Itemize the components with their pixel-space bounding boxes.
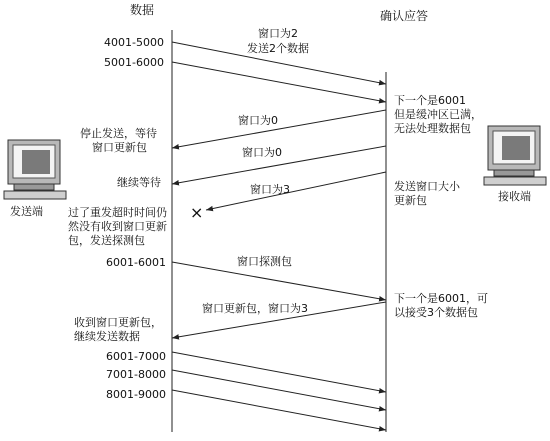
receiver-note-1-line-3: 无法处理数据包 xyxy=(394,122,471,135)
lost-marker: × xyxy=(190,203,204,222)
arrow-label-window-0-b: 窗口为0 xyxy=(242,146,282,159)
segment-label-5: 7001-8000 xyxy=(106,368,166,381)
segment-label-3: 6001-6001 xyxy=(106,256,166,269)
receiver-note-2-line-1: 发送窗口大小 xyxy=(394,180,460,193)
sender-note-3-line-2: 然没有收到窗口更新 xyxy=(68,220,167,233)
segment-label-1: 4001-5000 xyxy=(104,36,164,49)
segment-label-6: 8001-9000 xyxy=(106,388,166,401)
arrow-label-send-2: 发送2个数据 xyxy=(247,42,309,55)
data-arrow-4 xyxy=(172,352,386,392)
receiver-note-3-line-1: 下一个是6001，可 xyxy=(394,292,488,305)
sender-note-1-line-2: 窗口更新包 xyxy=(92,141,147,154)
sender-note-1-line-1: 停止发送，等待 xyxy=(80,127,157,140)
arrow-label-window-update: 窗口更新包，窗口为3 xyxy=(202,302,308,315)
sender-note-3-line-1: 过了重发超时时间仍 xyxy=(68,206,167,219)
arrow-label-window-0-a: 窗口为0 xyxy=(238,114,278,127)
data-arrow-5 xyxy=(172,370,386,410)
segment-label-2: 5001-6000 xyxy=(104,56,164,69)
sender-note-3-line-3: 包，发送探测包 xyxy=(68,234,145,247)
header-ack: 确认应答 xyxy=(380,9,429,23)
receiver-note-3-line-2: 以接受3个数据包 xyxy=(394,306,478,319)
arrow-label-window-3: 窗口为3 xyxy=(250,183,290,196)
sender-computer-icon xyxy=(4,140,66,199)
data-arrow-2 xyxy=(172,62,386,102)
receiver-note-1-line-1: 下一个是6001 xyxy=(394,94,466,107)
receiver-note-2-line-2: 更新包 xyxy=(394,194,427,207)
ack-arrow-lost xyxy=(206,172,386,210)
receiver-computer-icon xyxy=(484,126,546,185)
receiver-note-1-line-2: 但是缓冲区已满， xyxy=(394,108,482,121)
arrow-label-probe: 窗口探测包 xyxy=(237,255,292,268)
receiver-label: 接收端 xyxy=(498,190,531,203)
sender-note-4-line-2: 继续发送数据 xyxy=(74,330,140,343)
sender-note-4-line-1: 收到窗口更新包， xyxy=(74,316,162,329)
sender-note-2: 继续等待 xyxy=(117,176,161,189)
arrow-label-window-2: 窗口为2 xyxy=(258,27,298,40)
ack-arrow-window-0-a xyxy=(172,110,386,148)
header-data: 数据 xyxy=(130,3,155,17)
data-arrow-6 xyxy=(172,390,386,430)
segment-label-4: 6001-7000 xyxy=(106,350,166,363)
sender-label: 发送端 xyxy=(10,205,43,218)
